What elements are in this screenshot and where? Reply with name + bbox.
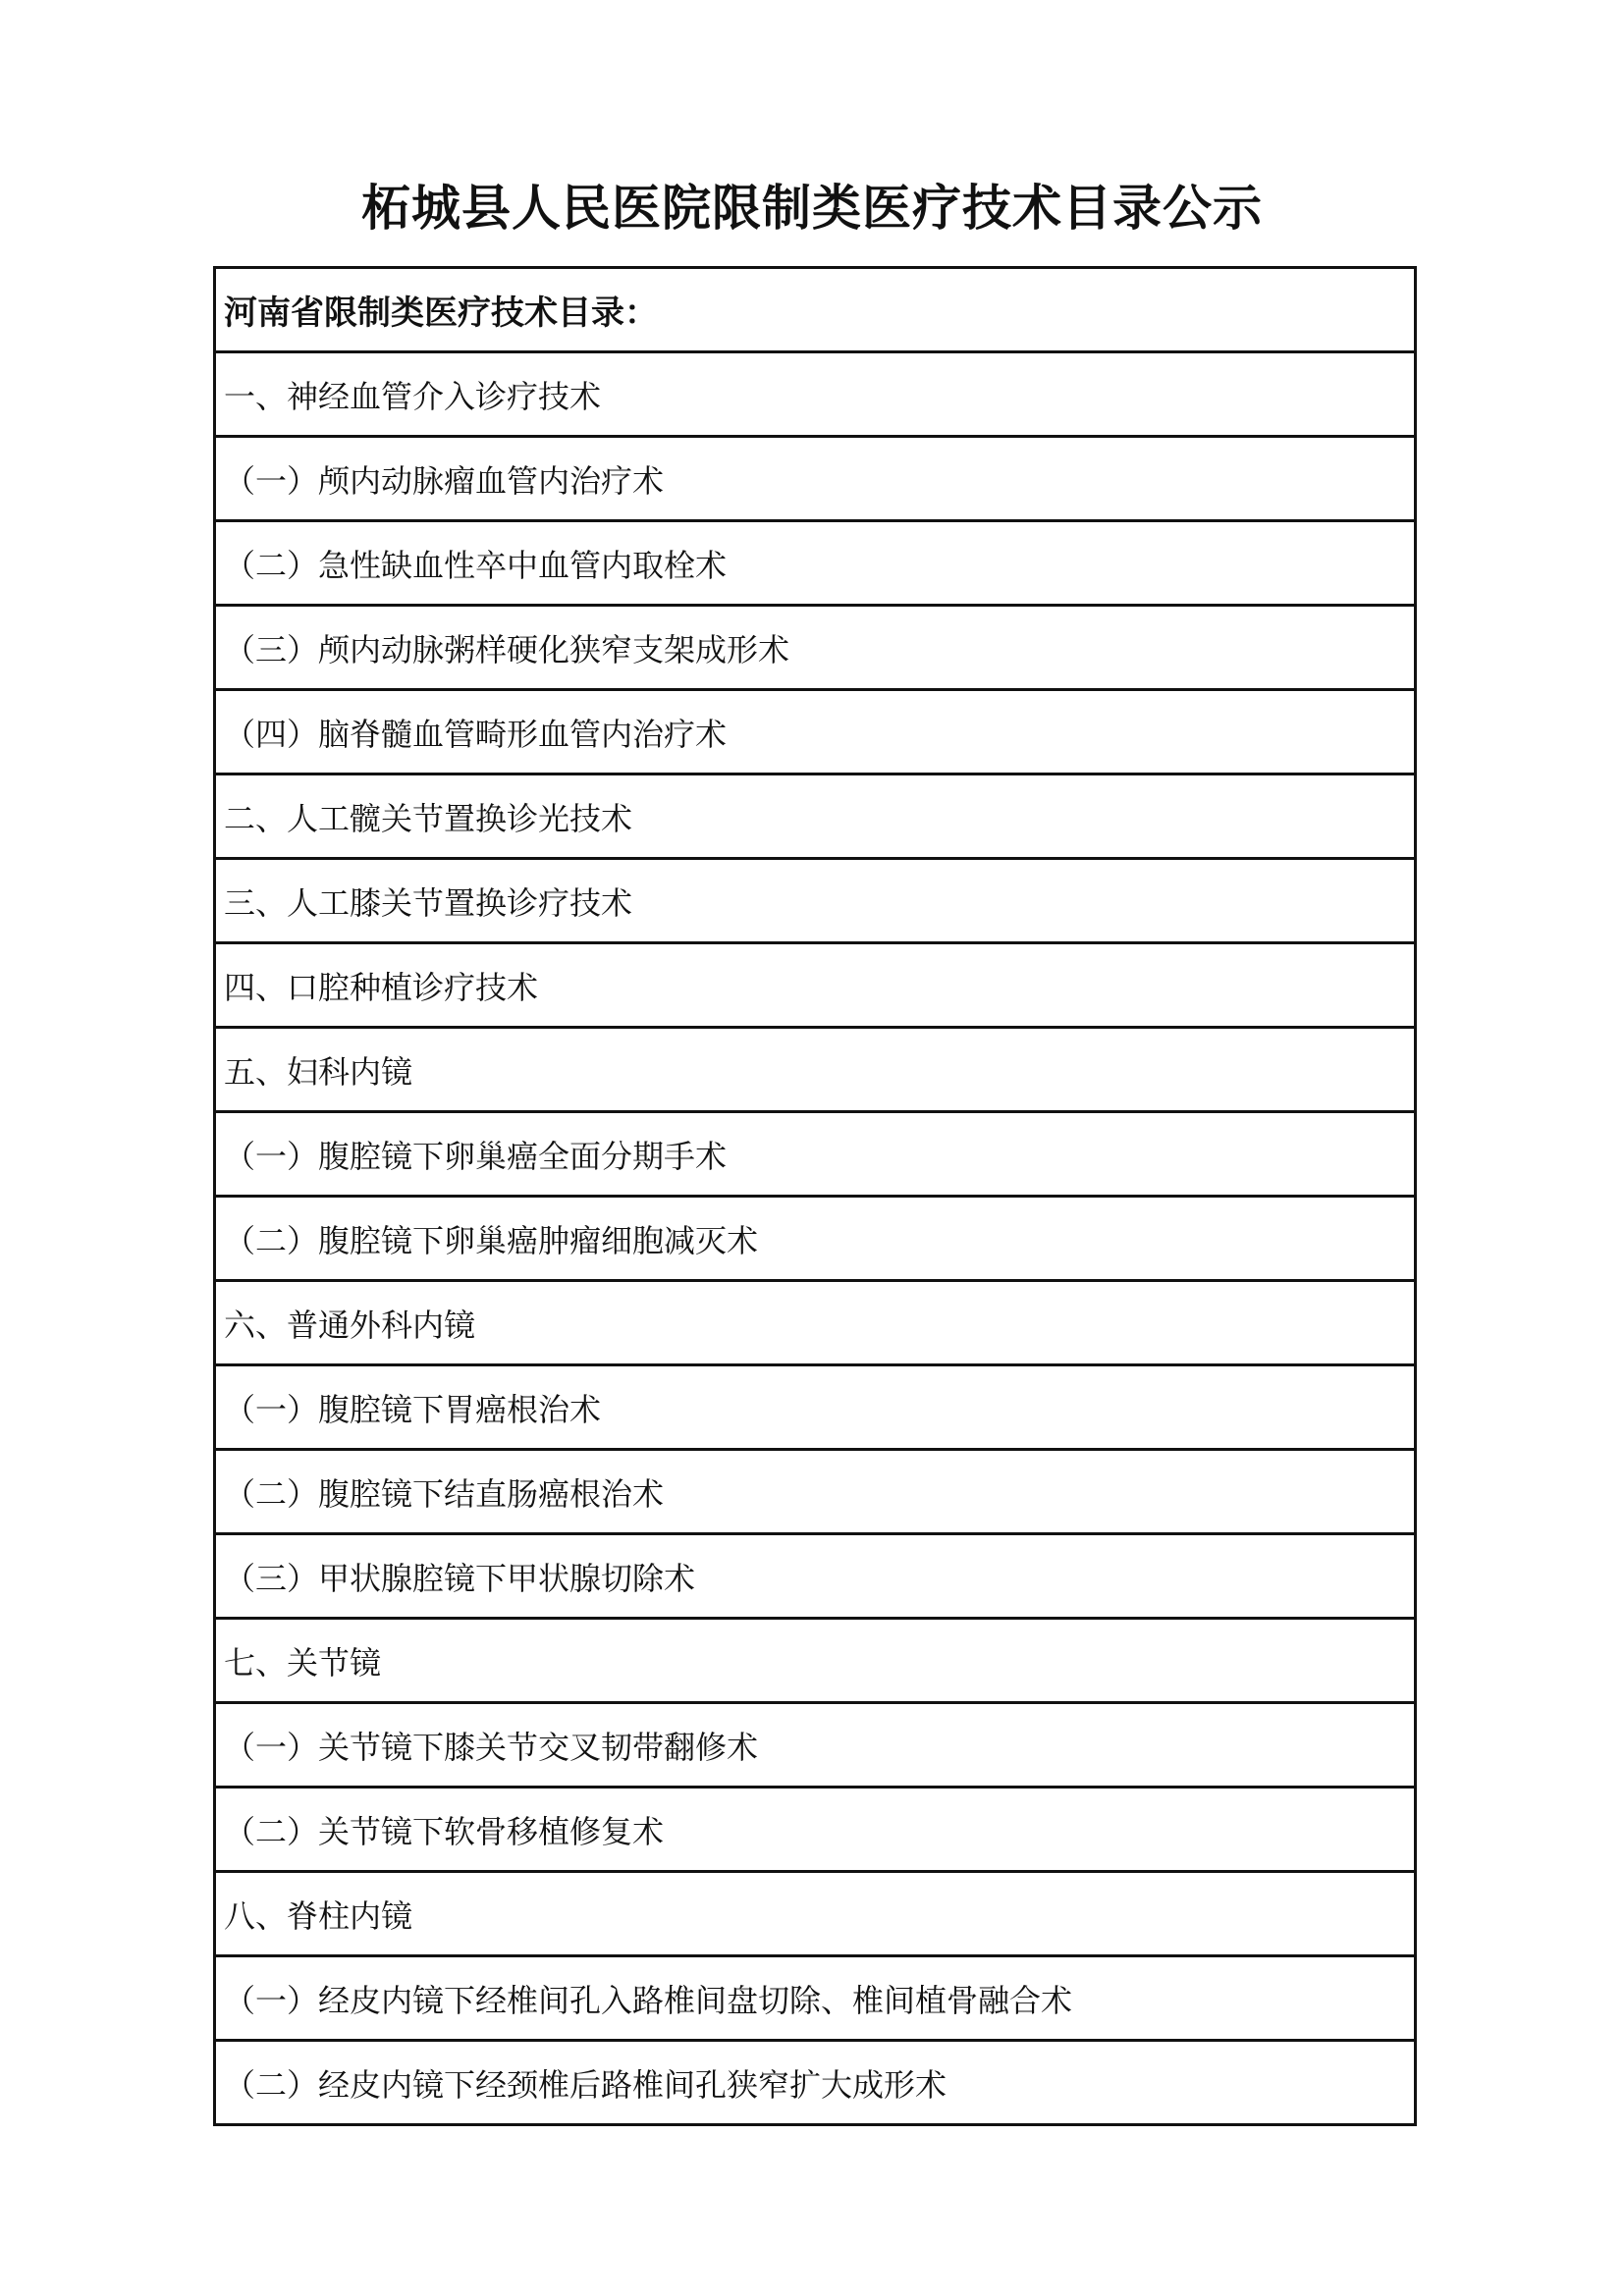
table-row: （一）经皮内镜下经椎间孔入路椎间盘切除、椎间植骨融合术 [216, 1957, 1414, 2042]
table-row: （二）急性缺血性卒中血管内取栓术 [216, 522, 1414, 607]
table-row: （二）腹腔镜下卵巢癌肿瘤细胞减灭术 [216, 1198, 1414, 1282]
table-row: 五、妇科内镜 [216, 1029, 1414, 1113]
table-row: （三）甲状腺腔镜下甲状腺切除术 [216, 1535, 1414, 1620]
table-row: 七、关节镜 [216, 1620, 1414, 1704]
table-row: （一）腹腔镜下卵巢癌全面分期手术 [216, 1113, 1414, 1198]
table-row: 八、脊柱内镜 [216, 1873, 1414, 1957]
table-row: 一、神经血管介入诊疗技术 [216, 353, 1414, 438]
technology-catalog-table [213, 266, 1417, 2126]
table-row: （二）经皮内镜下经颈椎后路椎间孔狭窄扩大成形术 [224, 2065, 947, 2104]
table-row: 二、人工髋关节置换诊光技术 [216, 775, 1414, 860]
table-row: （三）颅内动脉粥样硬化狭窄支架成形术 [216, 607, 1414, 691]
table-row: （一）腹腔镜下胃癌根治术 [216, 1366, 1414, 1451]
table-row: （二）关节镜下软骨移植修复术 [216, 1789, 1414, 1873]
table-row: （二）腹腔镜下结直肠癌根治术 [216, 1451, 1414, 1535]
table-row: 六、普通外科内镜 [216, 1282, 1414, 1366]
page-title: 柘城县人民医院限制类医疗技术目录公示 [361, 179, 1263, 237]
table-row: 三、人工膝关节置换诊疗技术 [216, 860, 1414, 944]
table-row: 四、口腔种植诊疗技术 [216, 944, 1414, 1029]
table-row: （一）颅内动脉瘤血管内治疗术 [216, 438, 1414, 522]
table-row: （一）关节镜下膝关节交叉韧带翻修术 [216, 1704, 1414, 1789]
table-header: 河南省限制类医疗技术目录： [216, 269, 1414, 353]
table-row: （四）脑脊髓血管畸形血管内治疗术 [216, 691, 1414, 775]
